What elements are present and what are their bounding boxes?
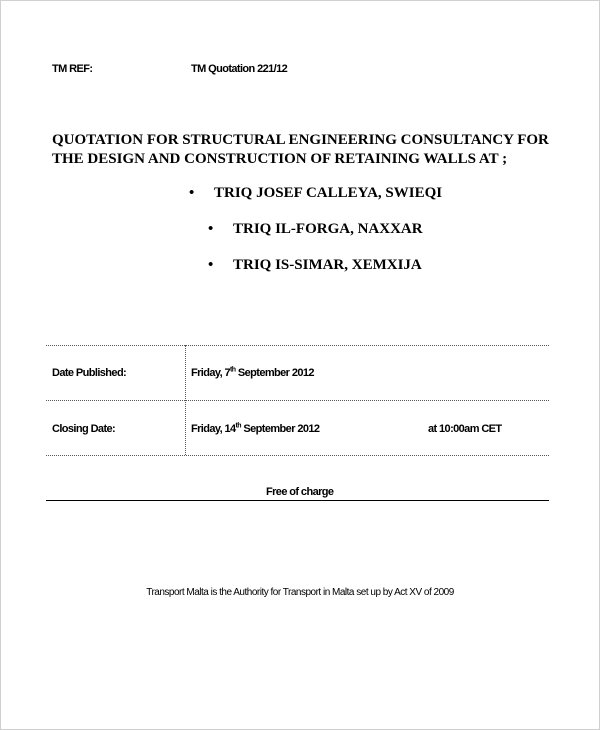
bullet-icon: •: [208, 221, 214, 237]
ref-value: TM Quotation 221/12: [191, 63, 288, 75]
date-published-value: Friday, 7th September 2012: [191, 366, 314, 379]
bullet-icon: •: [208, 257, 214, 273]
divider: [46, 455, 549, 456]
divider: [46, 500, 549, 501]
closing-date-value: Friday, 14th September 2012: [191, 422, 320, 435]
divider: [46, 400, 549, 401]
bullet-icon: •: [189, 185, 195, 201]
location-item: TRIQ IL-FORGA, NAXXAR: [233, 221, 423, 237]
footer-note: Transport Malta is the Authority for Transport in Malta set up by Act XV of 2009: [146, 587, 454, 598]
location-item: TRIQ IS-SIMAR, XEMXIJA: [233, 257, 422, 273]
column-divider: [185, 345, 186, 455]
date-published-label: Date Published:: [52, 367, 127, 379]
ref-label: TM REF:: [52, 63, 93, 75]
closing-date-label: Closing Date:: [52, 423, 116, 435]
divider: [46, 345, 549, 346]
fee-note: Free of charge: [266, 486, 334, 498]
location-item: TRIQ JOSEF CALLEYA, SWIEQI: [214, 185, 443, 201]
closing-time: at 10:00am CET: [428, 423, 502, 435]
document-title: QUOTATION FOR STRUCTURAL ENGINEERING CONSULTANCY FOR THE DESIGN AND CONSTRUCTION OF RETAINING WALLS AT ;: [52, 132, 549, 167]
